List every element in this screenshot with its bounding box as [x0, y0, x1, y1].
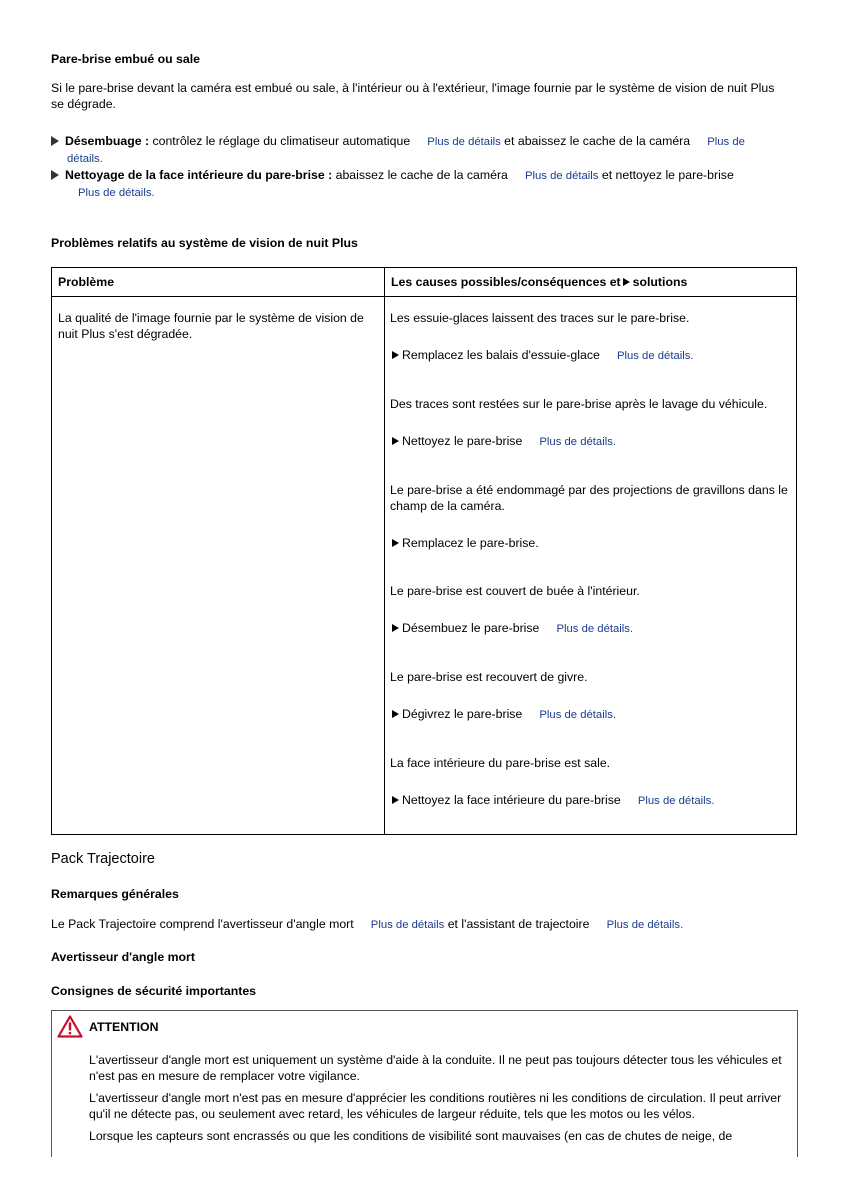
plus-de-details-link[interactable]: Plus de détails — [539, 436, 613, 448]
warning-box — [51, 1010, 798, 1157]
heading-pack-trajectoire: Pack Trajectoire — [51, 851, 155, 867]
plus-de-details-link[interactable]: Plus de détails — [637, 795, 712, 807]
link-period: . — [151, 187, 155, 199]
plus-de-details-link[interactable]: Plus de détails — [524, 170, 599, 182]
bullet-nettoyage — [51, 167, 791, 201]
warning-paragraph: L'avertisseur d'angle mort n'est pas en mesure d'apprécier les conditions routières ni les conditions de circulation. Il peut arriver qu'il ne détecte pas, ou seulement avec retard, les véhicules de largeur réduite, tels que les motos ou les vélos. — [89, 1091, 782, 1121]
table-row — [52, 297, 797, 835]
solution-text: Remplacez le pare-brise. — [402, 536, 539, 550]
solution-item — [390, 347, 790, 364]
arrow-icon — [392, 624, 399, 632]
paragraph-text: et l'assistant de trajectoire — [444, 917, 590, 931]
bullet-text: et nettoyez le pare-brise — [598, 168, 734, 182]
plus-de-details-link[interactable]: Plus de détails — [78, 187, 152, 199]
arrow-icon — [392, 710, 399, 718]
link-period: . — [612, 436, 617, 448]
arrow-icon — [392, 437, 399, 445]
solution-item — [390, 620, 790, 637]
solution-item — [390, 706, 790, 723]
heading-pare-brise-embue: Pare-brise embué ou sale — [51, 52, 200, 66]
header-text: solutions — [632, 275, 688, 289]
plus-de-details-link[interactable]: Plus de — [707, 136, 745, 148]
solution-text: Remplacez les balais d'essuie-glace — [402, 348, 600, 362]
plus-de-details-link[interactable]: Plus de détails — [556, 623, 630, 635]
warning-triangle-icon — [57, 1015, 83, 1038]
problems-table — [51, 267, 797, 835]
table-header-row — [52, 268, 797, 297]
heading-remarques-generales: Remarques générales — [51, 887, 179, 901]
solution-item — [390, 433, 790, 450]
link-period: . — [99, 153, 103, 165]
cause-text: Le pare-brise a été endommagé par des projections de gravillons dans le champ de la caméra. — [390, 483, 788, 513]
plus-de-details-link[interactable]: Plus de détails — [427, 136, 501, 148]
bullet-arrow-icon — [51, 136, 59, 146]
cause-text: Les essuie-glaces laissent des traces sur le pare-brise. — [390, 311, 690, 325]
solution-text: Désembuez le pare-brise — [402, 621, 540, 635]
solution-text: Dégivrez le pare-brise — [402, 707, 523, 721]
plus-de-details-link[interactable]: Plus de détails — [539, 709, 613, 721]
link-period: . — [690, 350, 694, 362]
warning-paragraph: L'avertisseur d'angle mort est uniquement un système d'aide à la conduite. Il ne peut pas toujours détecter tous les véhicules et n'est pas en mesure de remplacer votre vigilance. — [89, 1053, 782, 1083]
plus-de-details-link[interactable]: Plus de détails — [616, 350, 691, 362]
plus-de-details-link-cont[interactable]: détails — [67, 153, 100, 165]
link-period: . — [711, 795, 715, 807]
link-period: . — [680, 919, 684, 931]
cause-text: Le pare-brise est recouvert de givre. — [390, 670, 588, 684]
solution-item — [390, 535, 790, 551]
arrow-icon — [392, 351, 399, 359]
paragraph-text: Le Pack Trajectoire comprend l'avertisseur d'angle mort — [51, 917, 354, 931]
solution-text: Nettoyez la face intérieure du pare-brise — [402, 793, 621, 807]
cause-text: Des traces sont restées sur le pare-brise après le lavage du véhicule. — [390, 397, 768, 411]
link-period: . — [612, 709, 617, 721]
plus-de-details-link[interactable]: Plus de détails — [606, 919, 681, 931]
bullet-bold-label: Désembuage : — [65, 134, 150, 148]
table-header-probleme: Problème — [52, 268, 385, 297]
heading-problemes: Problèmes relatifs au système de vision de nuit Plus — [51, 236, 358, 250]
bullet-desembuage — [51, 133, 791, 167]
warning-paragraph: Lorsque les capteurs sont encrassés ou que les conditions de visibilité sont mauvaises (en cas de chutes de neige, de — [89, 1129, 733, 1143]
warning-title: ATTENTION — [89, 1020, 159, 1034]
cause-text: Le pare-brise est couvert de buée à l'intérieur. — [390, 584, 640, 598]
header-text: Les causes possibles/conséquences et — [391, 275, 621, 289]
bullet-text: abaissez le cache de la caméra — [332, 168, 508, 182]
arrow-icon — [392, 796, 399, 804]
heading-consignes-securite: Consignes de sécurité importantes — [51, 984, 257, 998]
plus-de-details-link[interactable]: Plus de détails — [370, 919, 445, 931]
causes-cell — [385, 297, 797, 835]
solution-item — [390, 792, 790, 809]
bullet-bold-label: Nettoyage de la face intérieure du pare-brise : — [65, 168, 333, 182]
bullet-arrow-icon — [51, 170, 59, 180]
bullet-text: et abaissez le cache de la caméra — [500, 134, 691, 148]
bullet-text: contrôlez le réglage du climatiseur automatique — [149, 134, 411, 148]
solution-text: Nettoyez le pare-brise — [402, 434, 523, 448]
arrow-icon — [392, 539, 399, 547]
pack-trajectoire-paragraph — [51, 916, 796, 933]
table-header-causes — [385, 268, 797, 297]
heading-avertisseur-angle-mort: Avertisseur d'angle mort — [51, 950, 195, 964]
intro-paragraph: Si le pare-brise devant la caméra est embué ou sale, à l'intérieur ou à l'extérieur, l'image fournie par le système de vision de nuit Plus se dégrade. — [51, 81, 775, 111]
link-period: . — [629, 623, 634, 635]
problem-cell: La qualité de l'image fournie par le système de vision de nuit Plus s'est dégradée. — [52, 297, 385, 835]
arrow-icon — [623, 278, 630, 286]
cause-text: La face intérieure du pare-brise est sale. — [390, 756, 611, 770]
